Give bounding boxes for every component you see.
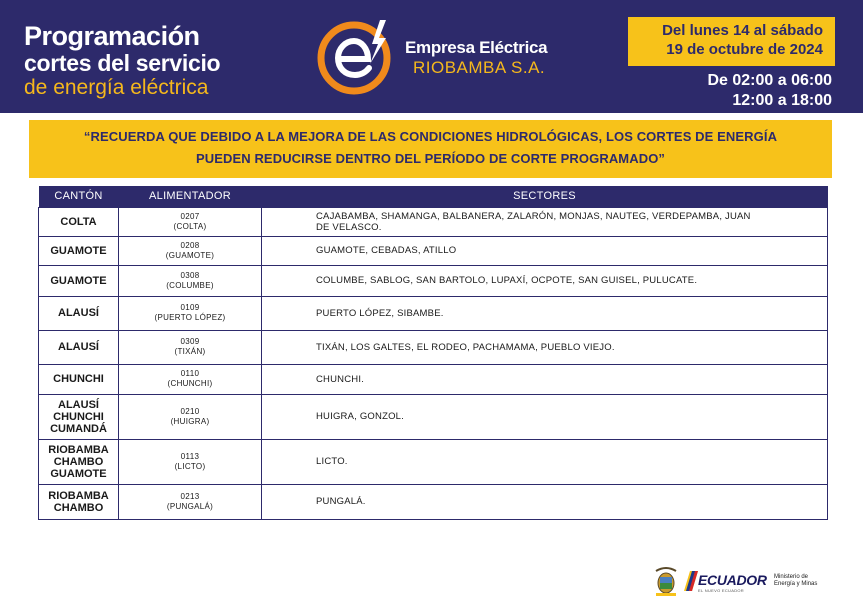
sectores-cell: GUAMOTE, CEBADAS, ATILLO — [262, 236, 828, 265]
lightning-e-icon — [316, 18, 402, 98]
table-row — [39, 330, 828, 364]
date-range-box — [628, 17, 835, 66]
alimentador-cell: 0210 (HUIGRA) — [119, 394, 262, 439]
ecuador-flag-stripes-icon — [684, 571, 698, 591]
title-line-2: cortes del servicio — [24, 50, 221, 76]
alimentador-cell: 0113 (LICTO) — [119, 439, 262, 484]
sectores-cell: PUERTO LÓPEZ, SIBAMBE. — [262, 296, 828, 330]
date-line-1: Del lunes 14 al sábado — [662, 22, 823, 39]
header-sectores: SECTORES — [262, 186, 828, 207]
canton-cell: ALAUSÍ — [39, 330, 119, 364]
header-bar — [0, 0, 863, 113]
table-row — [39, 296, 828, 330]
alimentador-cell: 0207 (COLTA) — [119, 207, 262, 236]
sectores-cell: CHUNCHI. — [262, 364, 828, 394]
alimentador-cell: 0109 (PUERTO LÓPEZ) — [119, 296, 262, 330]
table-row — [39, 439, 828, 484]
date-line-2: 19 de octubre de 2024 — [666, 41, 823, 58]
canton-cell: ALAUSÍ CHUNCHI CUMANDÁ — [39, 394, 119, 439]
alimentador-cell: 0110 (CHUNCHI) — [119, 364, 262, 394]
canton-cell: RIOBAMBA CHAMBO — [39, 484, 119, 519]
canton-cell: COLTA — [39, 207, 119, 236]
canton-cell: GUAMOTE — [39, 236, 119, 265]
canton-cell: GUAMOTE — [39, 265, 119, 296]
canton-cell: RIOBAMBA CHAMBO GUAMOTE — [39, 439, 119, 484]
sectores-cell: HUIGRA, GONZOL. — [262, 394, 828, 439]
table-row — [39, 364, 828, 394]
table-row — [39, 236, 828, 265]
sectores-cell: PUNGALÁ. — [262, 484, 828, 519]
sectores-cell: LICTO. — [262, 439, 828, 484]
hours-line-1: De 02:00 a 06:00 — [707, 72, 832, 89]
brand-subname: RIOBAMBA S.A. — [413, 58, 546, 77]
coat-of-arms-icon — [652, 565, 680, 597]
notice-line-1: “RECUERDA QUE DEBIDO A LA MEJORA DE LAS CONDICIONES HIDROLÓGICAS, LOS CORTES DE ENERGÍA — [83, 129, 778, 144]
canton-cell: CHUNCHI — [39, 364, 119, 394]
ecuador-logo-text: ECUADOR EL NUEVO ECUADOR — [698, 572, 767, 593]
sectores-cell: COLUMBE, SABLOG, SAN BARTOLO, LUPAXÍ, OCPOTE, SAN GUISEL, PULUCATE. — [262, 265, 828, 296]
hours-box — [707, 71, 832, 111]
alimentador-cell: 0309 (TIXÁN) — [119, 330, 262, 364]
alimentador-cell: 0213 (PUNGALÁ) — [119, 484, 262, 519]
canton-cell: ALAUSÍ — [39, 296, 119, 330]
table-row — [39, 207, 828, 236]
table-row — [39, 265, 828, 296]
brand-name: Empresa Eléctrica — [405, 38, 548, 57]
notice-banner — [29, 120, 832, 178]
alimentador-cell: 0308 (COLUMBE) — [119, 265, 262, 296]
hours-line-2: 12:00 a 18:00 — [732, 92, 832, 109]
sectores-cell: CAJABAMBA, SHAMANGA, BALBANERA, ZALARÓN, MONJAS, NAUTEG, VERDEPAMBA, JUAN DE VELASCO. — [262, 207, 828, 236]
header-alimentador: ALIMENTADOR — [119, 186, 262, 207]
title-line-3: de energía eléctrica — [24, 76, 209, 99]
table-row — [39, 484, 828, 519]
page-title — [24, 22, 244, 100]
sectores-cell: TIXÁN, LOS GALTES, EL RODEO, PACHAMAMA, PUEBLO VIEJO. — [262, 330, 828, 364]
company-logo — [316, 18, 556, 98]
header-canton: CANTÓN — [39, 186, 119, 207]
table-header-row — [39, 186, 828, 207]
alimentador-cell: 0208 (GUAMOTE) — [119, 236, 262, 265]
table-row — [39, 394, 828, 439]
schedule-table — [38, 186, 828, 520]
footer-logos — [652, 565, 832, 597]
title-line-1: Programación — [24, 21, 200, 51]
notice-line-2: PUEDEN REDUCIRSE DENTRO DEL PERÍODO DE CORTE PROGRAMADO” — [195, 151, 666, 166]
ministerio-text: Ministerio de Energía y Minas — [774, 574, 818, 587]
